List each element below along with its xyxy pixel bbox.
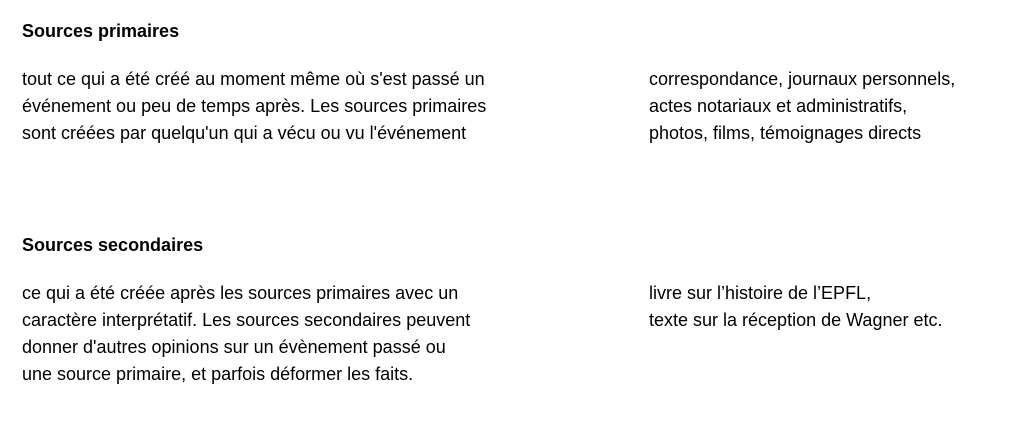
definition-line: caractère interprétatif. Les sources secondaires peuvent: [22, 310, 471, 330]
secondary-sources-definition: [22, 280, 582, 388]
example-line: correspondance, journaux personnels,: [649, 69, 956, 89]
secondary-sources-section: [22, 232, 1002, 384]
example-line: photos, films, témoignages directs: [649, 123, 922, 143]
definition-line: tout ce qui a été créé au moment même où s'est passé un: [22, 69, 485, 89]
secondary-sources-heading: Sources secondaires: [22, 235, 204, 255]
definition-line: événement ou peu de temps après. Les sources primaires: [22, 96, 487, 116]
primary-sources-heading: Sources primaires: [22, 21, 180, 41]
definition-line: une source primaire, et parfois déformer les faits.: [22, 364, 414, 384]
secondary-sources-examples: [649, 280, 1004, 334]
definition-line: donner d'autres opinions sur un évènement passé ou: [22, 337, 446, 357]
definition-line: sont créées par quelqu'un qui a vécu ou vu l'événement: [22, 123, 467, 143]
example-line: texte sur la réception de Wagner etc.: [649, 310, 943, 330]
primary-sources-section: [22, 18, 1002, 143]
primary-sources-definition: [22, 66, 582, 147]
definition-line: ce qui a été créée après les sources primaires avec un: [22, 283, 459, 303]
example-line: actes notariaux et administratifs,: [649, 96, 908, 116]
primary-sources-examples: [649, 66, 1004, 147]
example-line: livre sur l’histoire de l’EPFL,: [649, 283, 872, 303]
